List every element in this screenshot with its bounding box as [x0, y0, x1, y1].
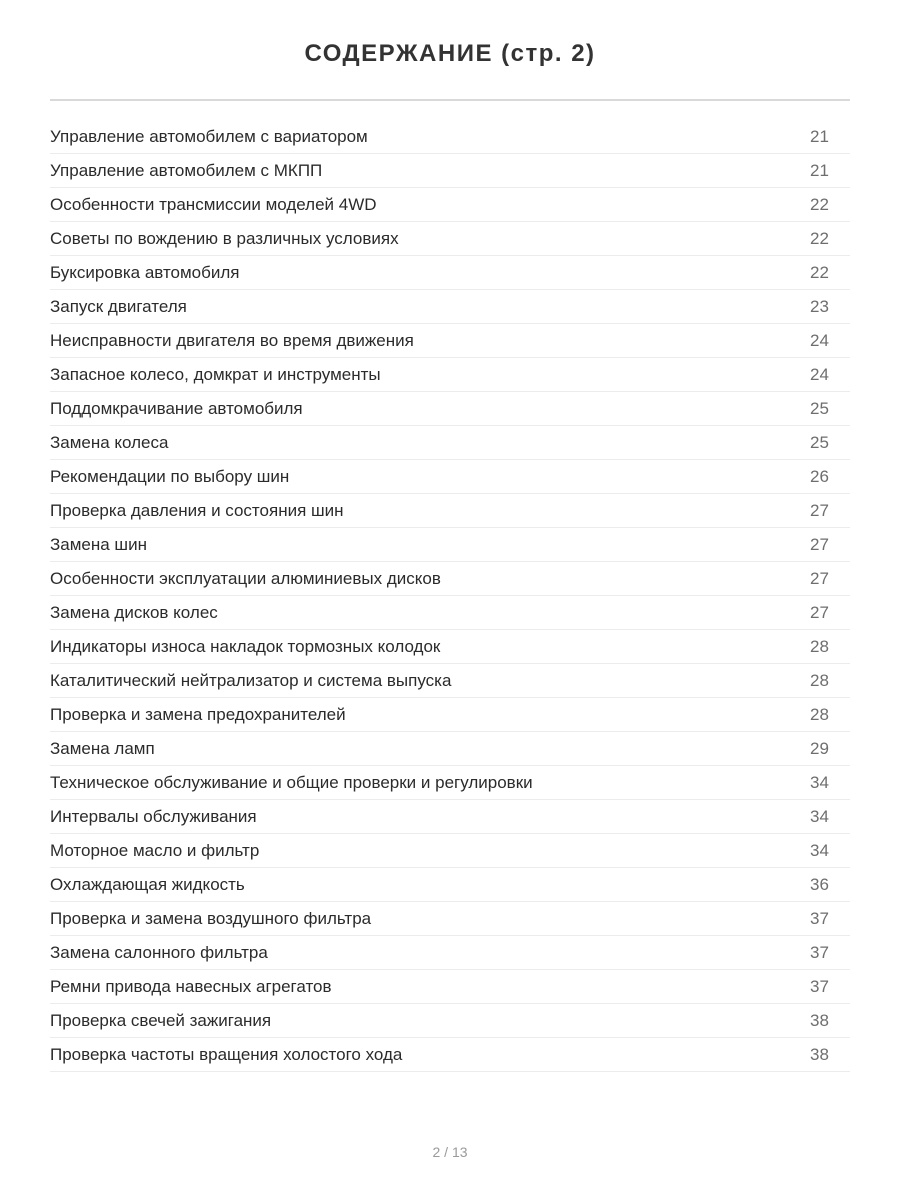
- toc-entry[interactable]: [50, 834, 850, 868]
- toc-entry[interactable]: [50, 256, 850, 290]
- toc-entry-title: Замена дисков колес: [50, 602, 218, 622]
- toc-entry-title: Запуск двигателя: [50, 296, 187, 316]
- toc-entry[interactable]: [50, 324, 850, 358]
- toc-entry-title: Буксировка автомобиля: [50, 262, 240, 282]
- toc-entry-page-number: 34: [810, 806, 829, 826]
- toc-entry-title: Моторное масло и фильтр: [50, 840, 260, 860]
- toc-entry-title: Замена колеса: [50, 432, 169, 452]
- toc-entry-title: Интервалы обслуживания: [50, 806, 257, 826]
- toc-entry[interactable]: [50, 970, 850, 1004]
- toc-entry-title: Советы по вождению в различных условиях: [50, 228, 399, 248]
- toc-entry-page-number: 27: [810, 602, 829, 622]
- page-title: СОДЕРЖАНИЕ (стр. 2): [304, 40, 596, 67]
- toc-entry-title: Особенности трансмиссии моделей 4WD: [50, 194, 377, 214]
- toc-entry-page-number: 22: [810, 194, 829, 214]
- toc-entry-page-number: 28: [810, 670, 829, 690]
- toc-entry-page-number: 34: [810, 772, 829, 792]
- toc-entry[interactable]: [50, 596, 850, 630]
- toc-entry[interactable]: [50, 154, 850, 188]
- toc-entry[interactable]: [50, 222, 850, 256]
- toc-entry-page-number: 22: [810, 262, 829, 282]
- toc-entry[interactable]: [50, 902, 850, 936]
- toc-entry-title: Особенности эксплуатации алюминиевых дисков: [50, 568, 441, 588]
- toc-entry-page-number: 24: [810, 330, 829, 350]
- toc-entry[interactable]: [50, 562, 850, 596]
- toc-entry[interactable]: [50, 392, 850, 426]
- toc-entry-title: Поддомкрачивание автомобиля: [50, 398, 303, 418]
- toc-entry[interactable]: [50, 732, 850, 766]
- toc-entry-page-number: 28: [810, 636, 829, 656]
- toc-entry-page-number: 25: [810, 398, 829, 418]
- toc-entry-title: Проверка частоты вращения холостого хода: [50, 1044, 403, 1064]
- toc-entry-page-number: 37: [810, 942, 829, 962]
- toc-entry-title: Проверка давления и состояния шин: [50, 500, 344, 520]
- toc-entry-title: Замена шин: [50, 534, 147, 554]
- toc-entry-page-number: 37: [810, 908, 829, 928]
- toc-entry[interactable]: [50, 120, 850, 154]
- toc-entry[interactable]: [50, 698, 850, 732]
- toc-entry-title: Ремни привода навесных агрегатов: [50, 976, 332, 996]
- toc-entry[interactable]: [50, 528, 850, 562]
- toc-entry[interactable]: [50, 494, 850, 528]
- toc-entry-title: Замена салонного фильтра: [50, 942, 268, 962]
- toc-entry-page-number: 38: [810, 1010, 829, 1030]
- toc-entry-title: Каталитический нейтрализатор и система выпуска: [50, 670, 452, 690]
- toc-entry[interactable]: [50, 1004, 850, 1038]
- toc-entry-title: Запасное колесо, домкрат и инструменты: [50, 364, 381, 384]
- toc-entry[interactable]: [50, 188, 850, 222]
- toc-entry-page-number: 27: [810, 568, 829, 588]
- title-divider: [50, 99, 850, 101]
- toc-entry[interactable]: [50, 800, 850, 834]
- toc-entry[interactable]: [50, 936, 850, 970]
- toc-entry-title: Охлаждающая жидкость: [50, 874, 245, 894]
- toc-entry-page-number: 28: [810, 704, 829, 724]
- toc-entry-title: Управление автомобилем с МКПП: [50, 160, 323, 180]
- toc-entry-page-number: 21: [810, 126, 829, 146]
- table-of-contents: [50, 120, 850, 1072]
- toc-entry[interactable]: [50, 664, 850, 698]
- toc-entry-page-number: 25: [810, 432, 829, 452]
- toc-entry-page-number: 24: [810, 364, 829, 384]
- toc-entry-title: Замена ламп: [50, 738, 155, 758]
- toc-entry-page-number: 22: [810, 228, 829, 248]
- toc-entry[interactable]: [50, 358, 850, 392]
- toc-entry-page-number: 34: [810, 840, 829, 860]
- toc-entry-page-number: 29: [810, 738, 829, 758]
- page-indicator: 2 / 13: [432, 1144, 468, 1160]
- toc-entry[interactable]: [50, 868, 850, 902]
- toc-entry-title: Индикаторы износа накладок тормозных колодок: [50, 636, 441, 656]
- toc-entry-page-number: 38: [810, 1044, 829, 1064]
- toc-entry-title: Проверка свечей зажигания: [50, 1010, 272, 1030]
- toc-entry-page-number: 27: [810, 500, 829, 520]
- toc-entry-title: Рекомендации по выбору шин: [50, 466, 290, 486]
- toc-entry-title: Проверка и замена воздушного фильтра: [50, 908, 372, 928]
- toc-entry-page-number: 27: [810, 534, 829, 554]
- toc-entry[interactable]: [50, 630, 850, 664]
- toc-entry[interactable]: [50, 460, 850, 494]
- toc-entry-page-number: 37: [810, 976, 829, 996]
- toc-entry-page-number: 23: [810, 296, 829, 316]
- toc-entry-page-number: 21: [810, 160, 829, 180]
- toc-entry-title: Проверка и замена предохранителей: [50, 704, 346, 724]
- toc-entry-title: Управление автомобилем с вариатором: [50, 126, 368, 146]
- toc-entry[interactable]: [50, 426, 850, 460]
- toc-entry-page-number: 26: [810, 466, 829, 486]
- toc-entry-title: Техническое обслуживание и общие проверки и регулировки: [50, 772, 533, 792]
- toc-entry-title: Неисправности двигателя во время движения: [50, 330, 414, 350]
- toc-entry[interactable]: [50, 290, 850, 324]
- toc-entry[interactable]: [50, 766, 850, 800]
- toc-entry[interactable]: [50, 1038, 850, 1072]
- toc-entry-page-number: 36: [810, 874, 829, 894]
